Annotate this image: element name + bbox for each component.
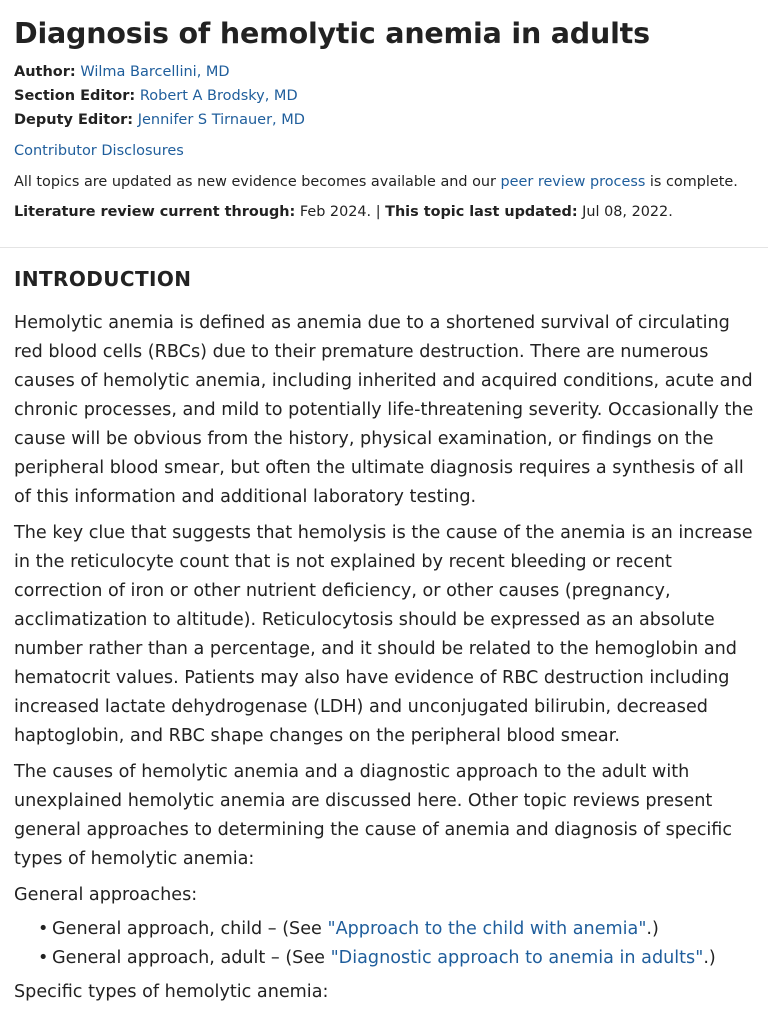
list-item — [38, 915, 754, 944]
general-approaches-label: General approaches: — [14, 885, 198, 905]
last-updated-value: Jul 08, 2022. — [577, 204, 673, 220]
literature-review-label: Literature review current through: — [14, 204, 296, 220]
section-editor-label: Section Editor: — [14, 88, 136, 104]
author-label: Author: — [14, 64, 76, 80]
specific-types-label: Specific types of hemolytic anemia: — [14, 982, 329, 1002]
adult-anemia-link[interactable]: "Diagnostic approach to anemia in adults" — [330, 948, 704, 968]
list-item — [38, 944, 754, 973]
author-row — [14, 60, 754, 84]
section-heading-introduction: INTRODUCTION — [14, 267, 192, 291]
paragraph: The key clue that suggests that hemolysis is the cause of the anemia is an increase in the reticulocyte count that is not explained by recent bleeding or recent correction of iron or other nutrient deficiency, or other causes (pregnancy, acclimatization to altitude). Reticulocytosis should be expressed as an absolute number rather than a percentage, and it should be related to the hemoglobin and hematocrit values. Patients may also have evidence of RBC destruction including increased lactate dehydrogenase (LDH) and unconjugated bilirubin, decreased haptoglobin, and RBC shape changes on the peripheral blood smear. — [14, 523, 753, 746]
paragraph: The causes of hemolytic anemia and a diagnostic approach to the adult with unexplained hemolytic anemia are discussed here. Other topic reviews present general approaches to determining the cause of anemia and diagnosis of specific types of hemolytic anemia: — [14, 762, 733, 869]
deputy-editor-row — [14, 108, 754, 132]
list-item-text: General approach, adult – (See — [52, 948, 331, 968]
update-notice-tail: is complete. — [645, 174, 738, 190]
general-approaches-list — [14, 915, 754, 973]
deputy-editor-link[interactable]: Jennifer S Tirnauer, MD — [137, 112, 305, 128]
update-notice — [14, 170, 754, 194]
list-item-suffix: .) — [646, 919, 659, 939]
disclosures-row — [14, 139, 754, 163]
review-dates — [14, 200, 754, 224]
bullet-icon: • — [38, 919, 49, 939]
review-separator: | — [371, 204, 386, 220]
author-link[interactable]: Wilma Barcellini, MD — [80, 64, 230, 80]
byline — [14, 60, 754, 132]
literature-review-value: Feb 2024. — [295, 204, 372, 220]
list-item-text: General approach, child – (See — [52, 919, 328, 939]
section-editor-row — [14, 84, 754, 108]
section-divider — [0, 247, 768, 248]
deputy-editor-label: Deputy Editor: — [14, 112, 134, 128]
last-updated-label: This topic last updated: — [385, 204, 578, 220]
update-notice-text: All topics are updated as new evidence becomes available and our — [14, 174, 501, 190]
contributor-disclosures-link[interactable]: Contributor Disclosures — [14, 143, 184, 159]
paragraph: Hemolytic anemia is defined as anemia due to a shortened survival of circulating red blood cells (RBCs) due to their premature destruction. There are numerous causes of hemolytic anemia, including inherited and acquired conditions, acute and chronic processes, and mild to potentially life-threatening severity. Occasionally the cause will be obvious from the history, physical examination, or findings on the peripheral blood smear, but often the ultimate diagnosis requires a synthesis of all of this information and additional laboratory testing. — [14, 313, 754, 507]
child-anemia-link[interactable]: "Approach to the child with anemia" — [327, 919, 647, 939]
list-item-suffix: .) — [703, 948, 716, 968]
page-title: Diagnosis of hemolytic anemia in adults — [14, 17, 650, 50]
bullet-icon: • — [38, 948, 49, 968]
peer-review-link[interactable]: peer review process — [500, 174, 646, 190]
introduction-body — [14, 309, 754, 1007]
section-editor-link[interactable]: Robert A Brodsky, MD — [139, 88, 298, 104]
